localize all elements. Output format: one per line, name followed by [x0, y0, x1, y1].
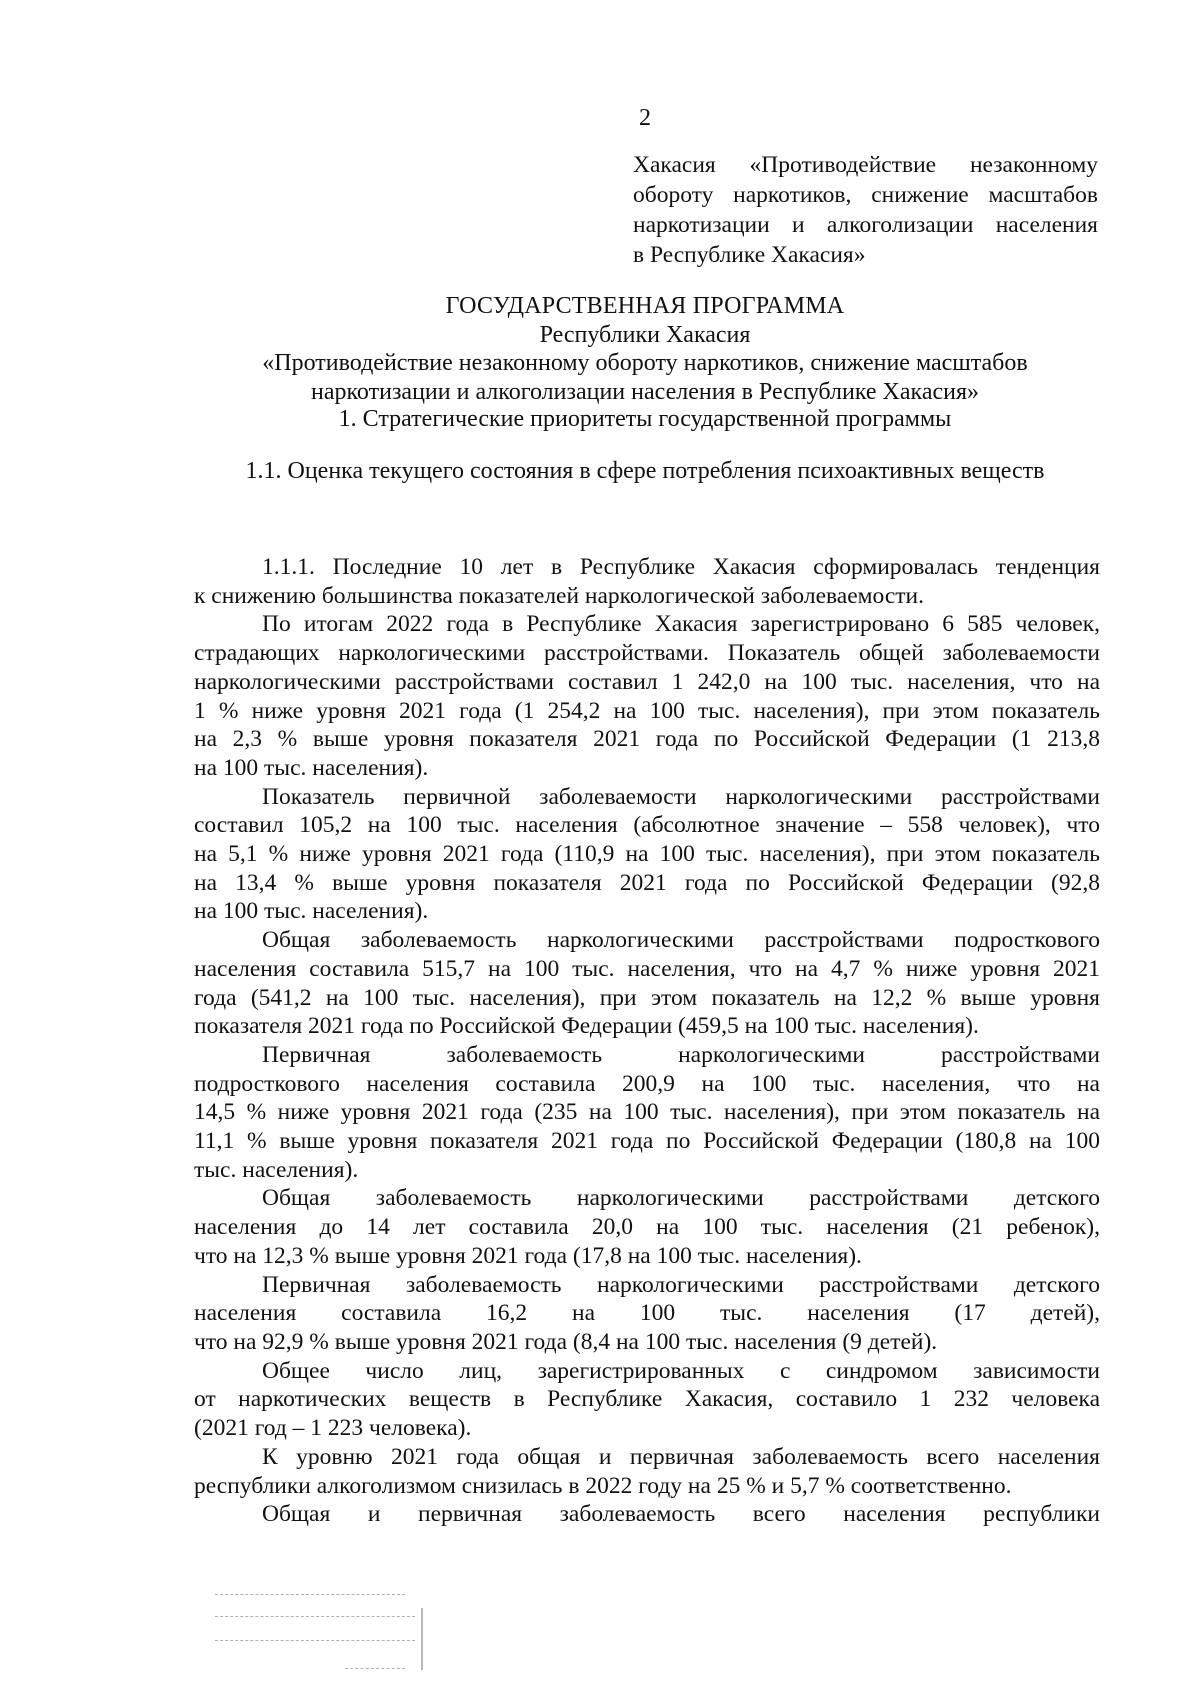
body-line: Общая и первичная заболеваемость всего населения республики	[262, 1501, 1100, 1528]
program-title-line: наркотизации и алкоголизации населения в Республике Хакасия»	[310, 378, 979, 405]
body-line: на 13,4 % выше уровня показателя 2021 года по Российской Федерации (92,8	[194, 869, 1100, 896]
body-line: показателя 2021 года по Российской Федерации (459,5 на 100 тыс. населения).	[194, 1013, 979, 1040]
page-number: 2	[639, 105, 651, 131]
body-line: составил 105,2 на 100 тыс. населения (абсолютное значение – 558 человек), что	[194, 812, 1100, 839]
body-line: страдающих наркологическими расстройствами. Показатель общей заболеваемости	[194, 640, 1100, 667]
program-title	[190, 292, 1100, 406]
body-line: от наркотических веществ в Республике Хакасия, составило 1 232 человека	[194, 1386, 1100, 1413]
header-line: Хакасия «Противодействие незаконному	[633, 152, 1098, 178]
header-line: в Республике Хакасия»	[633, 242, 866, 268]
body-line: что на 12,3 % выше уровня 2021 года (17,8 на 100 тыс. населения).	[194, 1242, 862, 1269]
faded-stamp-mark	[215, 1590, 425, 1680]
body-line: подросткового населения составила 200,9 на 100 тыс. населения, что на	[194, 1070, 1100, 1097]
body-line: 1 % ниже уровня 2021 года (1 254,2 на 100 тыс. населения), при этом показатель	[194, 697, 1100, 724]
body-line: к снижению большинства показателей наркологической заболеваемости.	[194, 582, 925, 609]
body-line: населения составила 515,7 на 100 тыс. населения, что на 4,7 % ниже уровня 2021	[194, 955, 1100, 982]
body-line: наркологическими расстройствами составил 1 242,0 на 100 тыс. населения, что на	[194, 668, 1100, 695]
body-line: Первичная заболеваемость наркологическими расстройствами	[262, 1041, 1100, 1068]
body-line: на 2,3 % выше уровня показателя 2021 года по Российской Федерации (1 213,8	[194, 726, 1100, 753]
body-line: Первичная заболеваемость наркологическими расстройствами детского	[262, 1271, 1100, 1298]
body-line: Общая заболеваемость наркологическими расстройствами детского	[262, 1185, 1100, 1212]
body-line: на 100 тыс. населения).	[194, 754, 429, 781]
document-header-reference	[633, 150, 1098, 270]
body-line: (2021 год – 1 223 человека).	[194, 1415, 472, 1442]
program-title-line: «Противодействие незаконному обороту наркотиков, снижение масштабов	[262, 350, 1028, 376]
program-title-line: ГОСУДАРСТВЕННАЯ ПРОГРАММА	[445, 293, 845, 319]
document-body	[194, 553, 1100, 1529]
body-line: По итогам 2022 года в Республике Хакасия зарегистрировано 6 585 человек,	[262, 611, 1100, 638]
body-line: на 5,1 % ниже уровня 2021 года (110,9 на 100 тыс. населения), при этом показатель	[194, 841, 1100, 868]
body-line: Показатель первичной заболеваемости наркологическими расстройствами	[262, 783, 1100, 810]
body-line: Общее число лиц, зарегистрированных с синдромом зависимости	[262, 1357, 1100, 1384]
body-line: тыс. населения).	[194, 1156, 359, 1183]
body-line: 1.1.1. Последние 10 лет в Республике Хакасия сформировалась тенденция	[262, 554, 1100, 580]
body-line: 14,5 % ниже уровня 2021 года (235 на 100 тыс. населения), при этом показатель на	[194, 1099, 1100, 1126]
section-heading-1-1: 1.1. Оценка текущего состояния в сфере потребления психоактивных веществ	[245, 458, 1045, 484]
header-line: обороту наркотиков, снижение масштабов	[633, 182, 1098, 208]
body-line: населения составила 16,2 на 100 тыс. населения (17 детей),	[194, 1300, 1100, 1327]
body-line: на 100 тыс. населения).	[194, 898, 429, 925]
body-line: что на 92,9 % выше уровня 2021 года (8,4 на 100 тыс. населения (9 детей).	[194, 1328, 938, 1355]
body-line: Общая заболеваемость наркологическими расстройствами подросткового	[262, 927, 1100, 954]
program-title-line: Республики Хакасия	[539, 321, 751, 348]
body-line: года (541,2 на 100 тыс. населения), при этом показатель на 12,2 % выше уровня	[194, 984, 1100, 1011]
body-line: 11,1 % выше уровня показателя 2021 года по Российской Федерации (180,8 на 100	[194, 1128, 1100, 1155]
body-line: К уровню 2021 года общая и первичная заболеваемость всего населения	[262, 1443, 1100, 1470]
body-line: республики алкоголизмом снизилась в 2022 году на 25 % и 5,7 % соответственно.	[194, 1472, 1012, 1499]
section-heading-1: 1. Стратегические приоритеты государственной программы	[338, 406, 952, 432]
body-line: населения до 14 лет составила 20,0 на 100 тыс. населения (21 ребенок),	[194, 1214, 1100, 1241]
header-line: наркотизации и алкоголизации населения	[633, 212, 1098, 238]
